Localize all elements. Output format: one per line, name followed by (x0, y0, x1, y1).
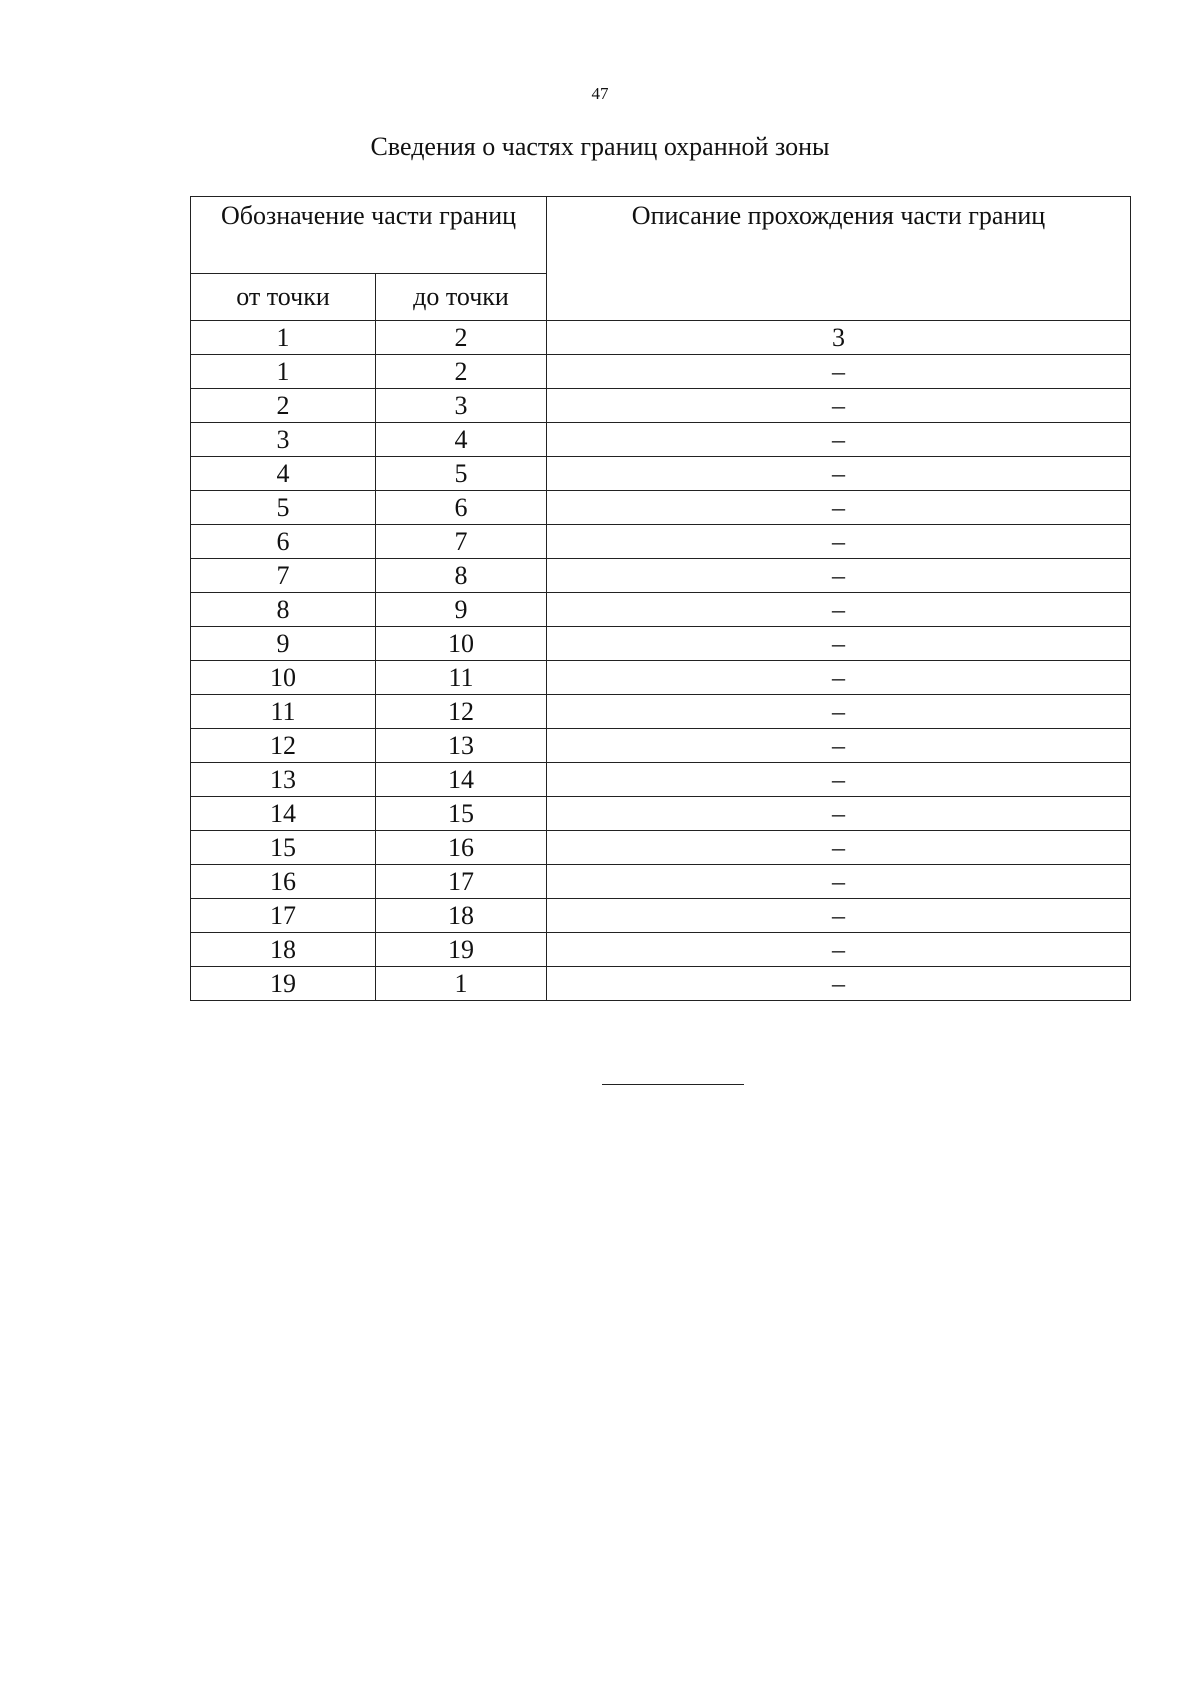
table-row (191, 797, 1131, 831)
description-cell: – (547, 525, 1131, 559)
description-cell: – (547, 763, 1131, 797)
description-cell: – (547, 423, 1131, 457)
table-row (191, 933, 1131, 967)
to-point-cell: 1 (376, 967, 547, 1001)
description-cell: – (547, 491, 1131, 525)
table-row (191, 763, 1131, 797)
table-row (191, 491, 1131, 525)
from-point-cell: 18 (191, 933, 376, 967)
header-from-point: от точки (191, 274, 376, 321)
from-point-cell: 9 (191, 627, 376, 661)
to-point-cell: 15 (376, 797, 547, 831)
description-cell: – (547, 355, 1131, 389)
to-point-cell: 6 (376, 491, 547, 525)
to-point-cell: 19 (376, 933, 547, 967)
table-row (191, 967, 1131, 1001)
table-row (191, 729, 1131, 763)
table-row (191, 627, 1131, 661)
to-point-cell: 8 (376, 559, 547, 593)
to-point-cell: 11 (376, 661, 547, 695)
from-point-cell: 2 (191, 389, 376, 423)
to-point-cell: 17 (376, 865, 547, 899)
description-cell: – (547, 729, 1131, 763)
from-point-cell: 1 (191, 355, 376, 389)
from-point-cell: 14 (191, 797, 376, 831)
column-index-cell: 3 (547, 321, 1131, 355)
from-point-cell: 5 (191, 491, 376, 525)
from-point-cell: 10 (191, 661, 376, 695)
description-cell: – (547, 627, 1131, 661)
to-point-cell: 9 (376, 593, 547, 627)
to-point-cell: 5 (376, 457, 547, 491)
page-number: 47 (591, 84, 609, 103)
header-boundary-part-designation: Обозначение части границ (191, 197, 547, 274)
to-point-cell: 3 (376, 389, 547, 423)
to-point-cell: 16 (376, 831, 547, 865)
from-point-cell: 6 (191, 525, 376, 559)
from-point-cell: 13 (191, 763, 376, 797)
table-row (191, 389, 1131, 423)
to-point-cell: 4 (376, 423, 547, 457)
end-of-document-rule (602, 1084, 744, 1085)
from-point-cell: 7 (191, 559, 376, 593)
from-point-cell: 17 (191, 899, 376, 933)
from-point-cell: 16 (191, 865, 376, 899)
table-row (191, 695, 1131, 729)
description-cell: – (547, 967, 1131, 1001)
description-cell: – (547, 389, 1131, 423)
description-cell: – (547, 593, 1131, 627)
boundary-parts-table (190, 196, 1131, 1001)
table-row (191, 593, 1131, 627)
description-cell: – (547, 899, 1131, 933)
to-point-cell: 2 (376, 355, 547, 389)
table-row (191, 423, 1131, 457)
from-point-cell: 15 (191, 831, 376, 865)
to-point-cell: 7 (376, 525, 547, 559)
column-index-cell: 1 (191, 321, 376, 355)
table-body (191, 321, 1131, 1001)
table-row (191, 661, 1131, 695)
to-point-cell: 18 (376, 899, 547, 933)
table-row (191, 899, 1131, 933)
description-cell: – (547, 933, 1131, 967)
description-cell: – (547, 559, 1131, 593)
from-point-cell: 4 (191, 457, 376, 491)
document-title: Сведения о частях границ охранной зоны (370, 132, 830, 161)
table-row (191, 355, 1131, 389)
table-row (191, 525, 1131, 559)
description-cell: – (547, 831, 1131, 865)
to-point-cell: 14 (376, 763, 547, 797)
column-index-row (191, 321, 1131, 355)
to-point-cell: 12 (376, 695, 547, 729)
table-row (191, 457, 1131, 491)
description-cell: – (547, 695, 1131, 729)
description-cell: – (547, 661, 1131, 695)
from-point-cell: 3 (191, 423, 376, 457)
table-row (191, 865, 1131, 899)
header-to-point: до точки (376, 274, 547, 321)
description-cell: – (547, 865, 1131, 899)
to-point-cell: 13 (376, 729, 547, 763)
from-point-cell: 8 (191, 593, 376, 627)
table-row (191, 831, 1131, 865)
from-point-cell: 12 (191, 729, 376, 763)
table-row (191, 559, 1131, 593)
column-index-cell: 2 (376, 321, 547, 355)
to-point-cell: 10 (376, 627, 547, 661)
from-point-cell: 11 (191, 695, 376, 729)
description-cell: – (547, 797, 1131, 831)
header-boundary-description: Описание прохождения части границ (547, 197, 1131, 321)
description-cell: – (547, 457, 1131, 491)
from-point-cell: 19 (191, 967, 376, 1001)
